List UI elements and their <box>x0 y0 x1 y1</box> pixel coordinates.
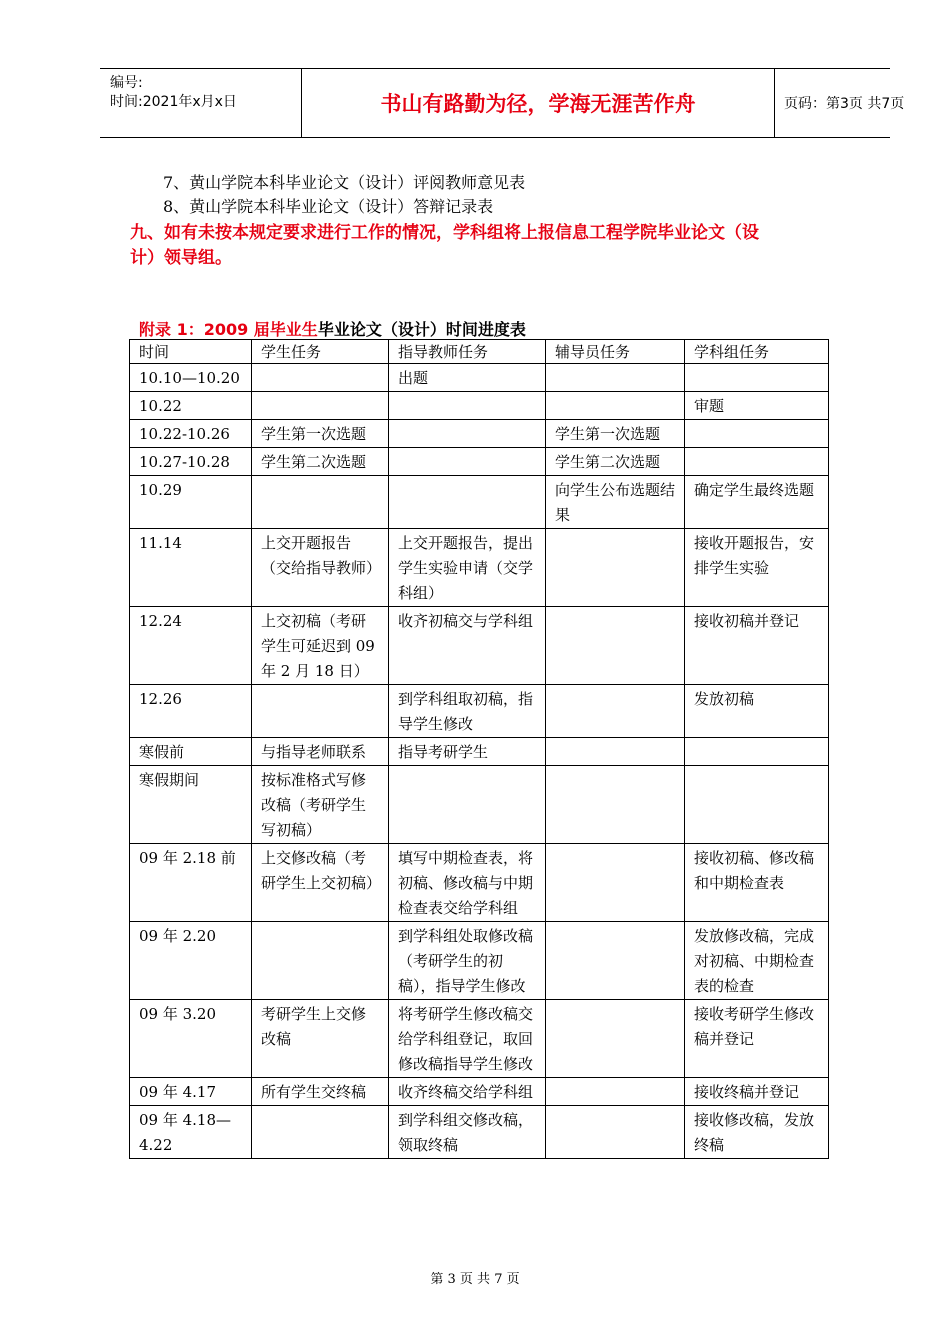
schedule-table <box>129 339 829 1159</box>
header-counselor-task: 辅导员任务 <box>546 340 685 364</box>
table-cell <box>546 529 685 607</box>
table-cell: 上交修改稿（考研学生上交初稿） <box>252 844 389 922</box>
table-row <box>130 685 829 738</box>
table-cell: 收齐终稿交给学科组 <box>389 1078 546 1106</box>
table-cell <box>546 685 685 738</box>
table-row <box>130 1106 829 1159</box>
table-cell: 填写中期检查表，将初稿、修改稿与中期检查表交给学科组 <box>389 844 546 922</box>
table-cell: 09 年 4.17 <box>130 1078 252 1106</box>
header-student-task: 学生任务 <box>252 340 389 364</box>
appendix-title <box>139 317 526 340</box>
table-cell <box>685 448 829 476</box>
table-row <box>130 1000 829 1078</box>
table-cell: 确定学生最终选题 <box>685 476 829 529</box>
table-cell: 指导考研学生 <box>389 738 546 766</box>
table-cell: 与指导老师联系 <box>252 738 389 766</box>
table-cell <box>685 364 829 392</box>
table-cell <box>252 922 389 1000</box>
table-cell <box>685 738 829 766</box>
table-cell <box>546 1106 685 1159</box>
table-cell: 学生第二次选题 <box>252 448 389 476</box>
header-time: 时间 <box>130 340 252 364</box>
table-row <box>130 922 829 1000</box>
table-cell <box>546 766 685 844</box>
table-row <box>130 364 829 392</box>
table-cell: 10.10—10.20 <box>130 364 252 392</box>
table-cell: 到学科组取初稿，指导学生修改 <box>389 685 546 738</box>
table-cell: 09 年 2.20 <box>130 922 252 1000</box>
table-cell: 10.22 <box>130 392 252 420</box>
table-cell <box>252 364 389 392</box>
table-cell <box>546 364 685 392</box>
table-cell: 10.29 <box>130 476 252 529</box>
table-cell: 接收开题报告，安排学生实验 <box>685 529 829 607</box>
table-cell: 发放初稿 <box>685 685 829 738</box>
table-cell: 寒假前 <box>130 738 252 766</box>
table-cell <box>252 392 389 420</box>
table-row <box>130 766 829 844</box>
table-cell: 11.14 <box>130 529 252 607</box>
header-group-task: 学科组任务 <box>685 340 829 364</box>
table-cell: 发放修改稿，完成对初稿、中期检查表的检查 <box>685 922 829 1000</box>
table-cell <box>546 844 685 922</box>
table-cell <box>546 392 685 420</box>
table-cell <box>389 392 546 420</box>
notice-line-1: 九、如有未按本规定要求进行工作的情况，学科组将上报信息工程学院毕业论文（设 <box>130 223 759 243</box>
table-cell <box>252 685 389 738</box>
table-cell: 上交开题报告，提出学生实验申请（交学科组） <box>389 529 546 607</box>
table-cell <box>685 766 829 844</box>
table-cell <box>546 607 685 685</box>
table-cell: 接收修改稿，发放终稿 <box>685 1106 829 1159</box>
header-advisor-task: 指导教师任务 <box>389 340 546 364</box>
table-cell <box>546 1078 685 1106</box>
table-cell: 出题 <box>389 364 546 392</box>
table-cell: 将考研学生修改稿交给学科组登记，取回修改稿指导学生修改 <box>389 1000 546 1078</box>
table-row <box>130 448 829 476</box>
header-left-cell <box>100 69 300 137</box>
table-cell <box>685 420 829 448</box>
table-row <box>130 738 829 766</box>
page-header <box>100 68 905 138</box>
table-cell: 到学科组交修改稿，领取终稿 <box>389 1106 546 1159</box>
table-cell: 向学生公布选题结果 <box>546 476 685 529</box>
table-row <box>130 476 829 529</box>
table-cell: 接收初稿、修改稿和中期检查表 <box>685 844 829 922</box>
table-cell <box>389 766 546 844</box>
table-cell: 按标准格式写修改稿（考研学生写初稿） <box>252 766 389 844</box>
table-cell <box>389 476 546 529</box>
table-cell: 12.26 <box>130 685 252 738</box>
document-number-label: 编号: <box>110 75 143 91</box>
list-item-8: 8、黄山学院本科毕业论文（设计）答辩记录表 <box>163 197 494 216</box>
table-cell: 学生第二次选题 <box>546 448 685 476</box>
header-motto: 书山有路勤为径，学海无涯苦作舟 <box>380 92 696 116</box>
table-cell: 到学科组处取修改稿（考研学生的初稿），指导学生修改 <box>389 922 546 1000</box>
table-cell <box>546 1000 685 1078</box>
table-cell <box>252 1106 389 1159</box>
table-row <box>130 420 829 448</box>
notice-line-2: 计）领导组。 <box>130 248 232 268</box>
page-footer: 第 3 页 共 7 页 <box>430 1272 520 1287</box>
document-time-label: 时间:2021年x月x日 <box>110 94 237 110</box>
table-row <box>130 1078 829 1106</box>
table-header-row <box>130 340 829 364</box>
table-cell: 审题 <box>685 392 829 420</box>
table-cell: 09 年 3.20 <box>130 1000 252 1078</box>
list-item-7: 7、黄山学院本科毕业论文（设计）评阅教师意见表 <box>163 173 526 192</box>
table-cell: 上交初稿（考研学生可延迟到 09 年 2 月 18 日） <box>252 607 389 685</box>
appendix-title-red: 附录 1：2009 届毕业生 <box>139 320 318 339</box>
table-cell <box>389 448 546 476</box>
table-cell <box>546 922 685 1000</box>
appendix-title-black: 毕业论文（设计）时间进度表 <box>317 320 526 339</box>
header-divider <box>774 69 775 137</box>
table-cell <box>252 476 389 529</box>
table-cell: 09 年 4.18—4.22 <box>130 1106 252 1159</box>
table-cell: 09 年 2.18 前 <box>130 844 252 922</box>
table-cell <box>389 420 546 448</box>
table-cell <box>546 738 685 766</box>
header-page-info: 页码：第3页 共7页 <box>784 96 905 112</box>
table-cell: 10.22-10.26 <box>130 420 252 448</box>
table-cell: 考研学生上交修改稿 <box>252 1000 389 1078</box>
table-cell: 上交开题报告（交给指导教师） <box>252 529 389 607</box>
table-cell: 接收考研学生修改稿并登记 <box>685 1000 829 1078</box>
table-cell: 10.27-10.28 <box>130 448 252 476</box>
table-cell: 接收初稿并登记 <box>685 607 829 685</box>
table-row <box>130 607 829 685</box>
table-cell: 学生第一次选题 <box>252 420 389 448</box>
table-cell: 寒假期间 <box>130 766 252 844</box>
table-cell: 收齐初稿交与学科组 <box>389 607 546 685</box>
table-row <box>130 844 829 922</box>
table-row <box>130 392 829 420</box>
table-cell: 12.24 <box>130 607 252 685</box>
table-cell: 所有学生交终稿 <box>252 1078 389 1106</box>
table-row <box>130 529 829 607</box>
table-cell: 接收终稿并登记 <box>685 1078 829 1106</box>
table-cell: 学生第一次选题 <box>546 420 685 448</box>
